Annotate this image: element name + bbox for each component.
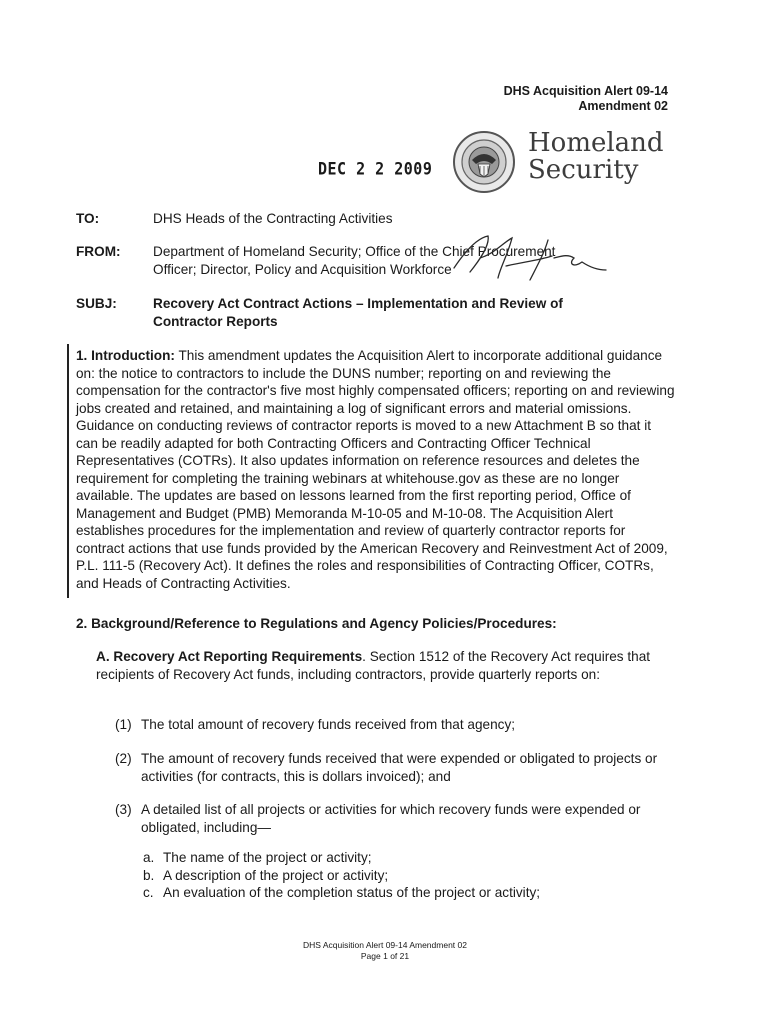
list-item: [143, 849, 540, 867]
introduction-paragraph: [76, 347, 676, 592]
background-heading: 2. Background/Reference to Regulations and Agency Policies/Procedures:: [76, 616, 557, 631]
list-text: A description of the project or activity;: [163, 867, 389, 883]
from-label: FROM:: [76, 244, 121, 259]
list-letter: b.: [143, 867, 155, 883]
recovery-act-reporting-heading: A. Recovery Act Reporting Requirements: [96, 649, 363, 664]
list-text: The name of the project or activity;: [163, 850, 372, 865]
alert-id: DHS Acquisition Alert 09-14: [503, 84, 668, 98]
list-letter: a.: [143, 850, 155, 865]
item-text: The total amount of recovery funds received from that agency;: [141, 717, 516, 732]
list-letter: c.: [143, 885, 154, 900]
revision-change-bar: [67, 344, 69, 598]
list-item: [143, 884, 540, 902]
subj-value-line1: Recovery Act Contract Actions – Implementation and Review of: [153, 296, 563, 311]
amendment-number: Amendment 02: [578, 99, 668, 113]
handwritten-signature: [448, 232, 610, 290]
homeland-security-wordmark: [528, 130, 664, 184]
subj-label: SUBJ:: [76, 296, 117, 311]
item-number: (1): [115, 717, 132, 732]
date-stamp: DEC 2 2 2009: [318, 158, 433, 180]
alert-header: [504, 84, 668, 114]
item-number: (3): [115, 802, 132, 817]
project-details-list: [143, 849, 540, 902]
page-footer: [0, 940, 770, 962]
footer-alert-id: DHS Acquisition Alert 09-14 Amendment 02: [303, 940, 467, 950]
brand-line2: Security: [528, 155, 639, 185]
introduction-text: This amendment updates the Acquisition Alert to incorporate additional guidance on: the notice to contractors to include the DUNS number; reporting on and reviewing the compensation for the contractor's five most highly compensated officers; reporting on and reviewing jobs created and retained, and maintaining a log of significant errors and material omissions. Guidance on conducting reviews of contractor reports is moved to a new Attachment B so that it can be readily adapted for both Contracting Officers and Contracting Officer Technical Representatives (COTRs). It also updates information on reference resources and deletes the requirement for completing the training webinars at whitehouse.gov as these are no longer available. The updates are based on lessons learned from the first reporting period, Office of Management and Budget (PMB) Memoranda M-10-05 and M-10-08. The Acquisition Alert establishes procedures for the implementation and review of quarterly contractor reports for contract actions that use funds provided by the American Recovery and Reinvestment Act of 2009, P.L. 111-5 (Recovery Act). It defines the roles and responsibilities of Contracting Officer, COTRs, and Heads of Contracting Activities.: [76, 348, 675, 591]
item-number: (2): [115, 751, 132, 766]
subj-value-line2: Contractor Reports: [153, 314, 278, 329]
from-value-line2: Officer; Director, Policy and Acquisition Workforce: [153, 262, 452, 277]
item-text: The amount of recovery funds received that were expended or obligated to projects or activities (for contracts, this is dollars invoiced); and: [141, 751, 658, 784]
introduction-heading: 1. Introduction:: [76, 348, 175, 363]
to-label: TO:: [76, 211, 100, 226]
brand-line1: Homeland: [528, 128, 664, 158]
reporting-item-2: [115, 750, 695, 785]
from-value-line1: Department of Homeland Security; Office of the Chief Procurement: [153, 244, 556, 259]
recovery-act-reporting-text: . Section 1512 of the Recovery Act requires that recipients of Recovery Act funds, including contractors, provide quarterly reports on:: [96, 649, 651, 682]
item-text: A detailed list of all projects or activities for which recovery funds were expended or obligated, including—: [141, 802, 641, 835]
list-item: [143, 867, 540, 885]
dhs-seal-icon: [452, 130, 516, 194]
recovery-act-reporting-paragraph: [96, 648, 680, 683]
to-value: DHS Heads of the Contracting Activities: [153, 211, 393, 226]
list-text: An evaluation of the completion status of the project or activity;: [163, 885, 541, 900]
footer-page-number: Page 1 of 21: [360, 951, 410, 961]
reporting-item-1: [115, 716, 695, 734]
reporting-item-3: [115, 801, 695, 836]
